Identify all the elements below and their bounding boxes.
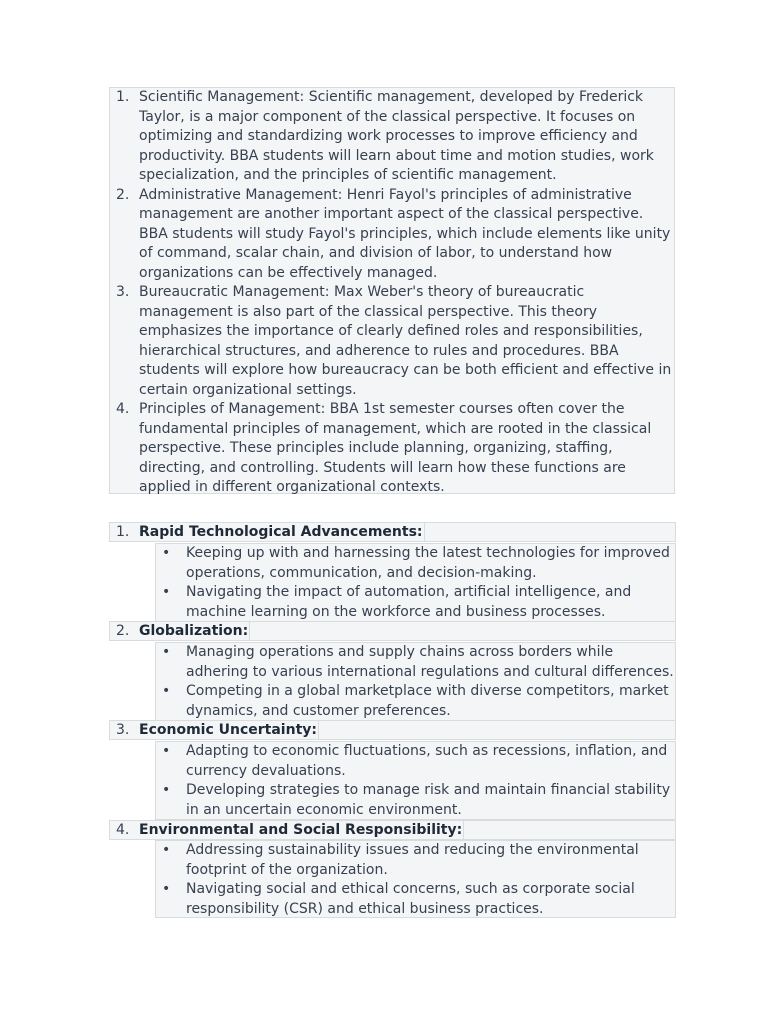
section-number: 2.	[116, 623, 130, 639]
list-item	[110, 88, 674, 186]
bullet-icon: •	[162, 782, 171, 798]
section-header	[109, 621, 676, 641]
bullet-item	[156, 742, 675, 781]
bullet-text: Navigating the impact of automation, artificial intelligence, and machine learning on the workforce and business processes.	[186, 584, 632, 620]
list-item	[110, 283, 674, 400]
bullet-text: Adapting to economic fluctuations, such as recessions, inflation, and currency devaluations.	[186, 743, 668, 779]
bullet-icon: •	[162, 584, 171, 600]
section-number: 1.	[116, 524, 130, 540]
classical-perspective-list	[110, 88, 674, 498]
bullet-icon: •	[162, 842, 171, 858]
bullet-text: Navigating social and ethical concerns, such as corporate social responsibility (CSR) and ethical business practices.	[186, 881, 635, 917]
section-number: 3.	[116, 722, 130, 738]
section-bullets	[155, 840, 676, 918]
bullet-text: Keeping up with and harnessing the latest technologies for improved operations, communication, and decision-making.	[186, 545, 670, 581]
list-item-text: Bureaucratic Management: Max Weber's theory of bureaucratic management is also part of the classical perspective. This theory emphasizes the importance of clearly defined roles and responsibilities, hierarchical structures, and adherence to rules and procedures. BBA students will explore how bureaucracy can be both efficient and effective in certain organizational settings.	[139, 284, 672, 398]
list-number: 2.	[116, 186, 130, 203]
bullet-item	[156, 643, 675, 682]
list-item-text: Scientific Management: Scientific management, developed by Frederick Taylor, is a major component of the classical perspective. It focuses on optimizing and standardizing work processes to improve efficiency and productivity. BBA students will learn about time and motion studies, work specialization, and the principles of scientific management.	[139, 89, 654, 183]
bullet-text: Competing in a global marketplace with diverse competitors, market dynamics, and customer preferences.	[186, 683, 669, 719]
section-heading: Globalization:	[139, 623, 249, 639]
bullet-icon: •	[162, 683, 171, 699]
section-header	[109, 522, 676, 542]
section-heading: Economic Uncertainty:	[139, 722, 317, 738]
classical-perspective-list-box	[109, 87, 675, 494]
list-item-text: Principles of Management: BBA 1st semester courses often cover the fundamental principles of management, which are rooted in the classical perspective. These principles include planning, organizing, staffing, directing, and controlling. Students will learn how these functions are applied in different organizational contexts.	[139, 401, 652, 495]
bullet-item	[156, 682, 675, 721]
list-item	[110, 186, 674, 284]
bullet-item	[156, 841, 675, 880]
bullet-text: Addressing sustainability issues and reducing the environmental footprint of the organization.	[186, 842, 639, 878]
bullet-text: Developing strategies to manage risk and maintain financial stability in an uncertain economic environment.	[186, 782, 671, 818]
list-number: 3.	[116, 284, 130, 300]
list-number: 4.	[116, 401, 130, 417]
bullet-item	[156, 880, 675, 919]
section-bullets	[155, 741, 676, 820]
section-number: 4.	[116, 822, 130, 838]
section-bullets	[155, 642, 676, 721]
list-item-text: Administrative Management: Henri Fayol's principles of administrative management are another important aspect of the classical perspective. BBA students will study Fayol's principles, which include elements like unity of command, scalar chain, and division of labor, to understand how organizations can be effectively managed.	[139, 186, 671, 281]
section-header	[109, 820, 676, 840]
bullet-icon: •	[162, 545, 171, 561]
bullet-item	[156, 781, 675, 820]
bullet-item	[156, 544, 675, 583]
bullet-item	[156, 583, 675, 622]
section-heading: Rapid Technological Advancements:	[139, 524, 423, 540]
bullet-icon: •	[162, 881, 171, 897]
bullet-icon: •	[162, 644, 171, 660]
section-bullets	[155, 543, 676, 622]
list-number: 1.	[116, 89, 130, 105]
bullet-text: Managing operations and supply chains across borders while adhering to various international regulations and cultural differences.	[186, 644, 674, 680]
bullet-icon: •	[162, 743, 171, 759]
section-header	[109, 720, 676, 740]
list-item	[110, 400, 674, 498]
section-heading: Environmental and Social Responsibility:	[139, 822, 463, 838]
